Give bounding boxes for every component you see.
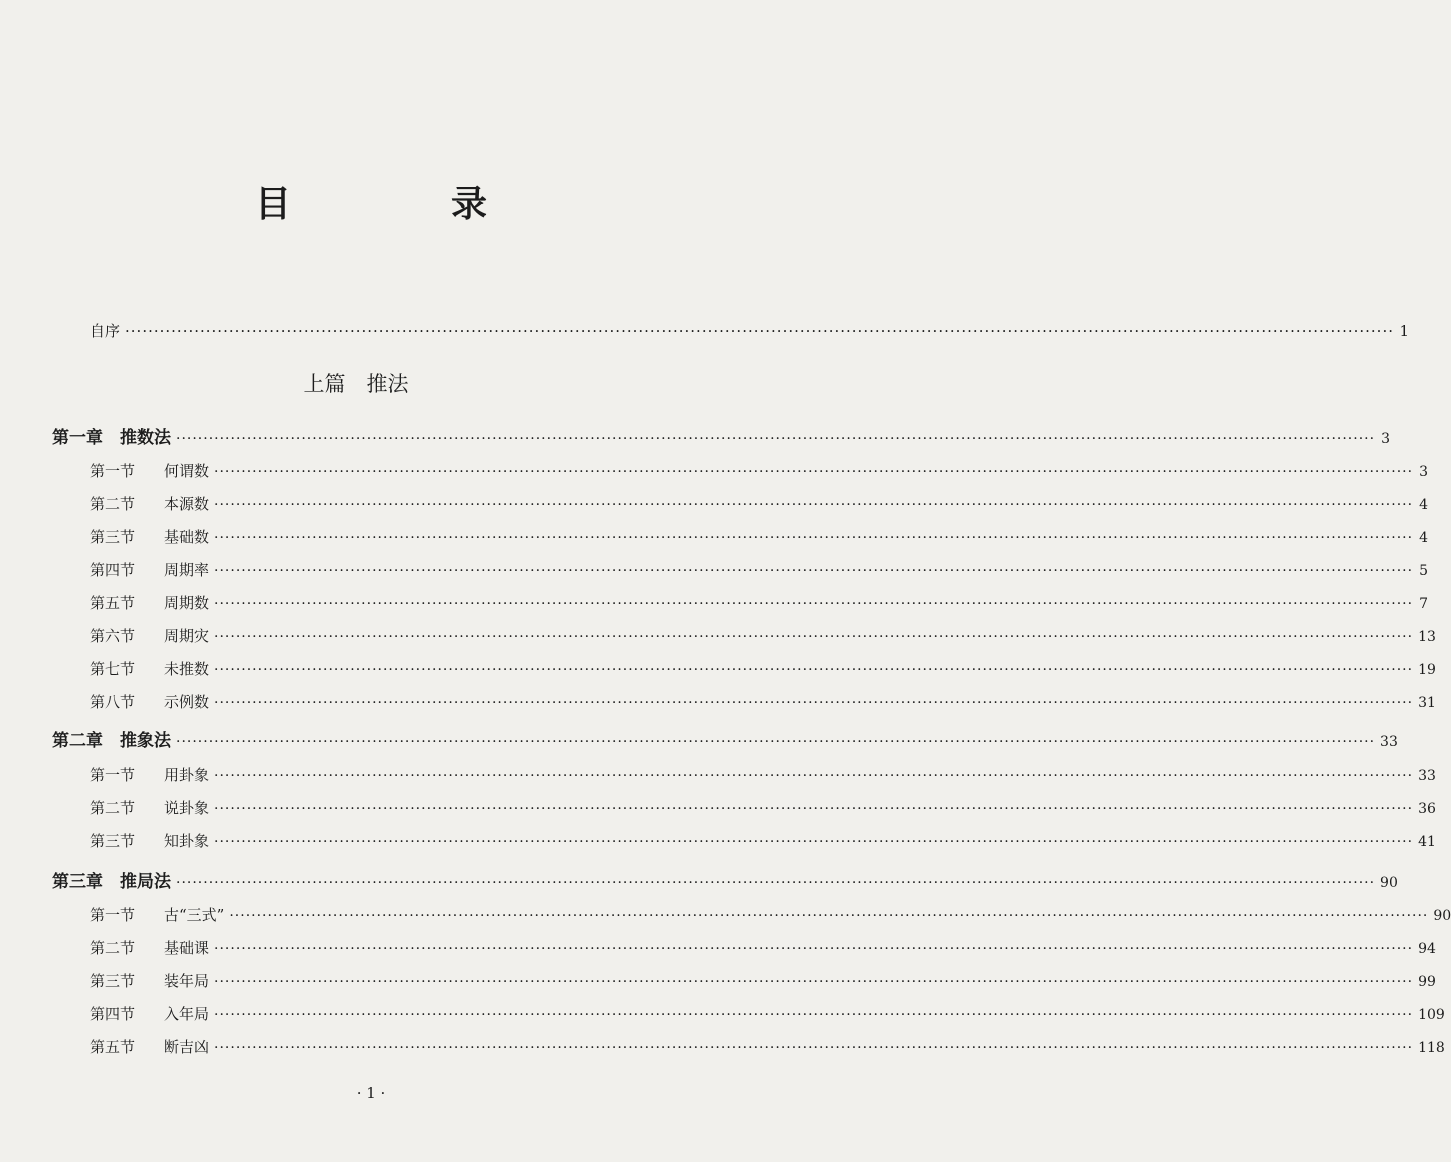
page-number: 90 (1380, 875, 1398, 891)
leader-dots: ···························································································································································································································· (214, 596, 1414, 612)
leader-dots: ···························································································································································································································· (214, 530, 1414, 546)
leader-dots: ···························································································································································································································· (176, 875, 1376, 891)
page-number: 3 (1381, 431, 1391, 447)
section-number: 第七节 (90, 660, 136, 678)
toc-section[interactable] (90, 493, 1429, 514)
leader-dots: ···························································································································································································································· (214, 563, 1414, 579)
toc-section[interactable] (90, 937, 1436, 958)
page-number: 90 (1433, 908, 1451, 924)
section-title: 古“三式” (164, 906, 225, 924)
page-number: 19 (1418, 662, 1436, 678)
toc-section[interactable] (90, 658, 1436, 679)
leader-dots: ···························································································································································································································· (214, 974, 1414, 990)
section-number: 第一节 (90, 462, 136, 480)
toc-section[interactable] (90, 691, 1436, 712)
page-number: 36 (1418, 801, 1436, 817)
toc-section[interactable] (90, 1036, 1445, 1057)
leader-dots: ···························································································································································································································· (214, 941, 1414, 957)
section-number: 第六节 (90, 627, 136, 645)
section-number: 第八节 (90, 693, 136, 711)
section-title: 断吉凶 (164, 1038, 210, 1056)
leader-dots: ···························································································································································································································· (214, 695, 1414, 711)
page-number: 4 (1419, 497, 1429, 513)
section-number: 第四节 (90, 561, 136, 579)
leader-dots: ···························································································································································································································· (214, 801, 1414, 817)
page-number: 94 (1418, 941, 1436, 957)
section-number: 第一节 (90, 906, 136, 924)
section-number: 第四节 (90, 1005, 136, 1023)
section-number: 第三节 (90, 528, 136, 546)
leader-dots: ···························································································································································································································· (229, 908, 1429, 924)
section-number: 第五节 (90, 594, 136, 612)
leader-dots: ···························································································································································································································· (214, 834, 1414, 850)
toc-section[interactable] (90, 559, 1429, 580)
leader-dots: ···························································································································································································································· (214, 464, 1414, 480)
toc-section[interactable] (90, 592, 1429, 613)
section-title: 示例数 (164, 693, 210, 711)
page-number: 33 (1380, 734, 1398, 750)
section-number: 第二节 (90, 799, 136, 817)
section-title: 说卦象 (164, 799, 210, 817)
section-title: 入年局 (164, 1005, 210, 1023)
leader-dots: ···························································································································································································································· (176, 734, 1376, 750)
toc-section[interactable] (90, 1003, 1445, 1024)
chapter-title: 第二章 推象法 (52, 731, 171, 751)
page-number: 4 (1419, 530, 1429, 546)
leader-dots: ···························································································································································································································· (214, 629, 1414, 645)
page-title: 目 录 (254, 183, 549, 225)
section-number: 第一节 (90, 766, 136, 784)
page-number: 7 (1419, 596, 1429, 612)
section-title: 装年局 (164, 972, 210, 990)
leader-dots: ···························································································································································································································· (214, 1040, 1414, 1056)
toc-section[interactable] (90, 797, 1436, 818)
leader-dots: ···························································································································································································································· (214, 768, 1414, 784)
section-title: 基础课 (164, 939, 210, 957)
section-number: 第二节 (90, 495, 136, 513)
page-number: 33 (1418, 768, 1436, 784)
leader-dots: ···························································································································································································································· (176, 431, 1376, 447)
section-title: 周期灾 (164, 627, 210, 645)
toc-section[interactable] (90, 830, 1436, 851)
page-number: 3 (1419, 464, 1429, 480)
toc-chapter[interactable] (52, 726, 1398, 751)
toc-chapter[interactable] (52, 423, 1391, 448)
section-number: 第三节 (90, 832, 136, 850)
section-title: 知卦象 (164, 832, 210, 850)
section-number: 第三节 (90, 972, 136, 990)
leader-dots: ···························································································································································································································· (214, 497, 1414, 513)
section-title: 周期率 (164, 561, 210, 579)
page-number: 31 (1418, 695, 1436, 711)
toc-section[interactable] (90, 625, 1436, 646)
page-folio: · 1 · (356, 1084, 386, 1102)
toc-section[interactable] (90, 764, 1436, 785)
toc-label: 自序 (90, 322, 121, 340)
section-number: 第二节 (90, 939, 136, 957)
section-number: 第五节 (90, 1038, 136, 1056)
page-number: 41 (1418, 834, 1436, 850)
toc-section[interactable] (90, 460, 1429, 481)
section-title: 周期数 (164, 594, 210, 612)
part-title: 上篇 推法 (303, 372, 409, 396)
page-number: 109 (1418, 1007, 1445, 1023)
toc-chapter[interactable] (52, 867, 1398, 892)
page-number: 1 (1399, 322, 1409, 340)
toc-preface[interactable] (90, 320, 1409, 341)
section-title: 何谓数 (164, 462, 210, 480)
section-title: 未推数 (164, 660, 210, 678)
section-title: 本源数 (164, 495, 210, 513)
section-title: 基础数 (164, 528, 210, 546)
toc-section[interactable] (90, 526, 1429, 547)
toc-section[interactable] (90, 970, 1436, 991)
leader-dots: ···························································································································································································································· (214, 1007, 1414, 1023)
toc-section[interactable] (90, 904, 1451, 925)
section-title: 用卦象 (164, 766, 210, 784)
leader-dots: ···························································································································································································································· (214, 662, 1414, 678)
chapter-title: 第三章 推局法 (52, 872, 171, 892)
page-number: 118 (1418, 1040, 1445, 1056)
leader-dots: ···························································································································································································································· (125, 322, 1394, 340)
page-number: 5 (1419, 563, 1429, 579)
page-number: 13 (1418, 629, 1436, 645)
chapter-title: 第一章 推数法 (52, 428, 171, 448)
page-number: 99 (1418, 974, 1436, 990)
